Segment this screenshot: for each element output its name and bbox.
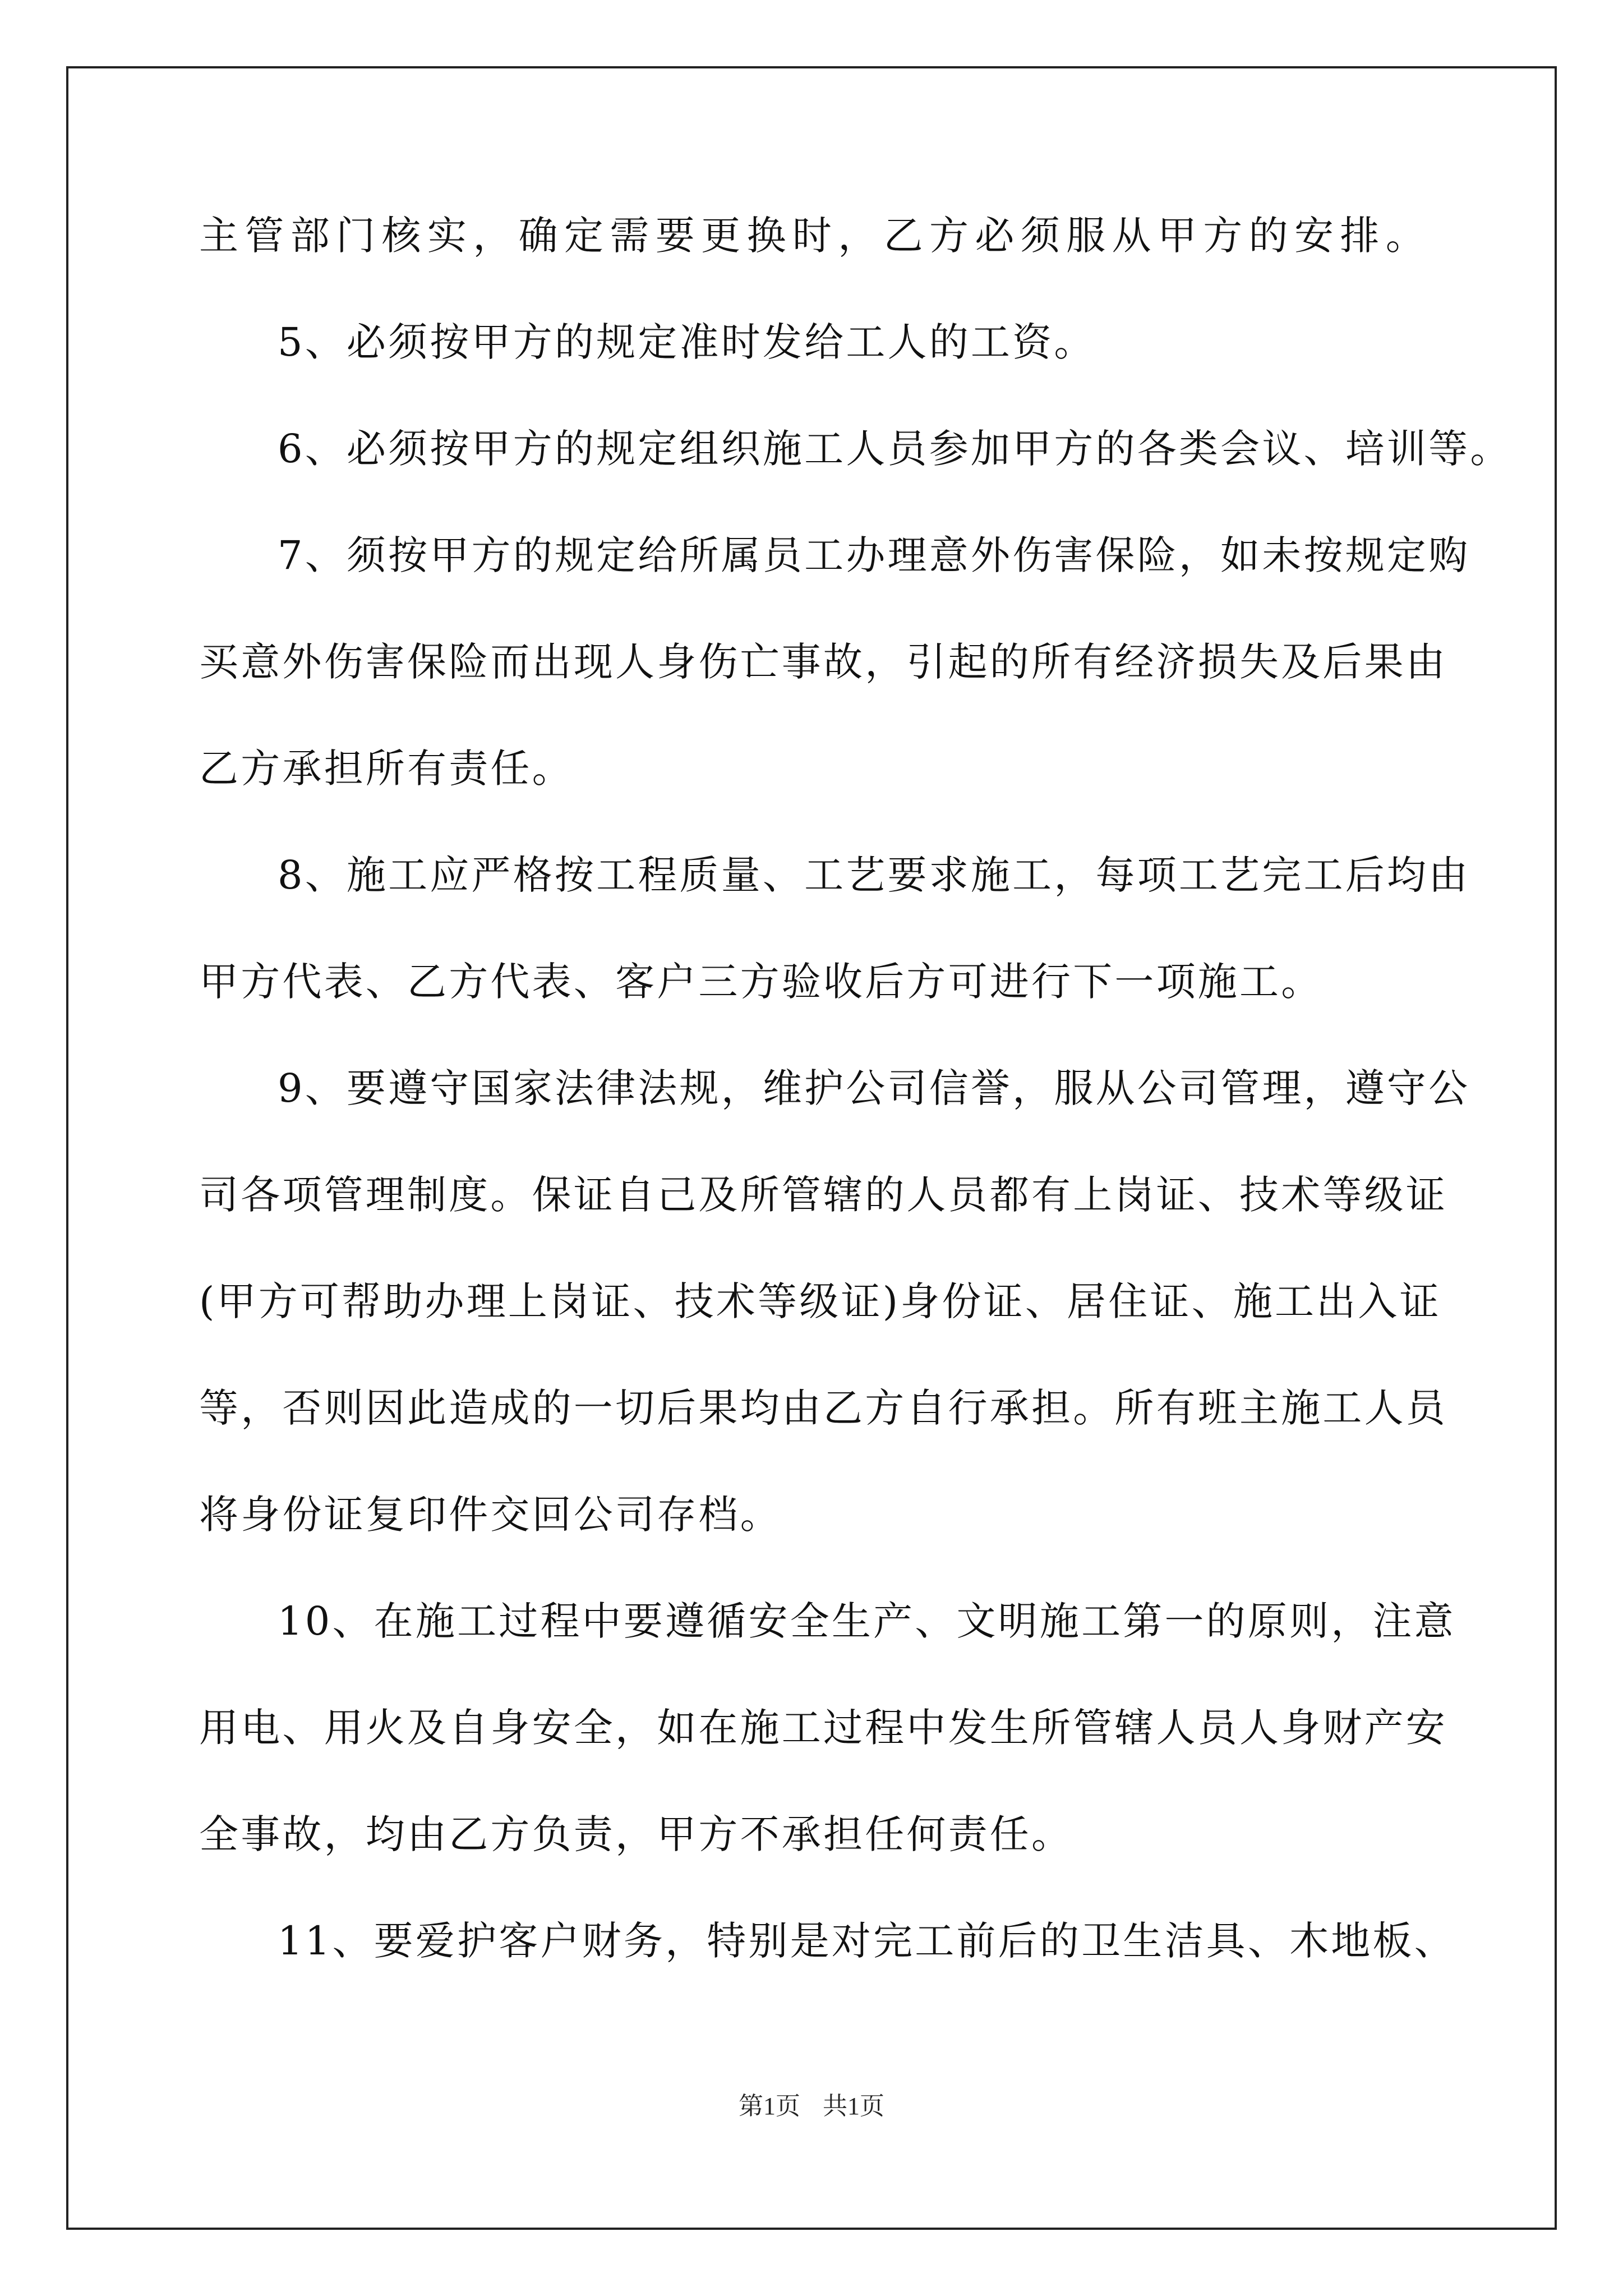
text-line: 8、施工应严格按工程质量、工艺要求施工，每项工艺完工后均由	[278, 852, 1470, 898]
text-line: 将身份证复印件交回公司存档。	[199, 1492, 782, 1538]
page-number: 第1页	[739, 2092, 800, 2120]
text-line: 乙方承担所有责任。	[199, 746, 574, 792]
text-line: 主管部门核实，确定需要更换时，乙方必须服从甲方的安排。	[199, 213, 1427, 259]
text-line: 6、必须按甲方的规定组织施工人员参加甲方的各类会议、培训等。	[278, 426, 1512, 472]
text-line: 5、必须按甲方的规定准时发给工人的工资。	[278, 319, 1096, 365]
text-line: 等，否则因此造成的一切后果均由乙方自行承担。所有班主施工人员	[199, 1385, 1447, 1431]
text-line: (甲方可帮助办理上岗证、技术等级证)身份证、居住证、施工出入证	[199, 1278, 1441, 1324]
page-border	[66, 66, 1557, 2230]
text-line: 司各项管理制度。保证自己及所管辖的人员都有上岗证、技术等级证	[199, 1172, 1447, 1218]
text-line: 11、要爱护客户财务，特别是对完工前后的卫生洁具、木地板、	[278, 1918, 1456, 1964]
text-line: 甲方代表、乙方代表、客户三方验收后方可进行下一项施工。	[199, 959, 1323, 1005]
page-total: 共1页	[823, 2092, 884, 2120]
text-line: 全事故，均由乙方负责，甲方不承担任何责任。	[199, 1811, 1073, 1857]
text-line: 10、在施工过程中要遵循安全生产、文明施工第一的原则，注意	[278, 1598, 1456, 1644]
text-line: 7、须按甲方的规定给所属员工办理意外伤害保险，如未按规定购	[278, 532, 1470, 578]
text-line: 9、要遵守国家法律法规，维护公司信誉，服从公司管理，遵守公	[278, 1065, 1470, 1111]
text-line: 用电、用火及自身安全，如在施工过程中发生所管辖人员人身财产安	[199, 1705, 1447, 1751]
text-line: 买意外伤害保险而出现人身伤亡事故，引起的所有经济损失及后果由	[199, 639, 1447, 685]
page-footer	[0, 2090, 1623, 2123]
